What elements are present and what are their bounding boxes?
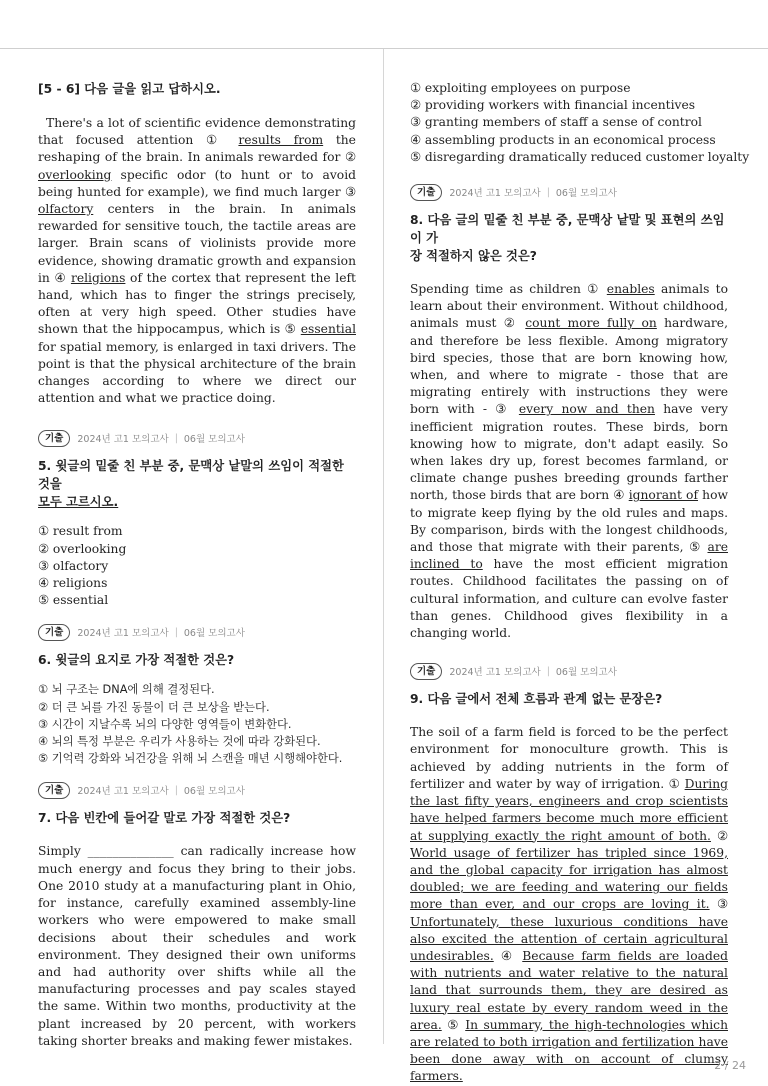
underline-3: olfactory <box>38 202 94 217</box>
q6-option[interactable]: ③ 시간이 지날수록 뇌의 다양한 영역들이 변화한다. <box>38 717 292 731</box>
underline-5: essential <box>300 322 356 337</box>
q9-title: 9. 다음 글에서 전체 흐름과 관계 없는 문장은? <box>410 692 663 707</box>
q5-option[interactable]: ② overlooking <box>38 541 127 556</box>
q6-title: 6. 윗글의 요지로 가장 적절한 것은? <box>38 653 235 668</box>
q7-option[interactable]: ② providing workers with financial incentives <box>410 98 696 113</box>
q8-title: 8. 다음 글의 밑줄 친 부분 중, 문맥상 낱말 및 표현의 쓰임이 가 장 적절하지 않은 것은? <box>410 213 725 264</box>
underline-4: religions <box>70 270 126 285</box>
sentence-3: Unfortunately, these luxurious conditions have also excited the attention of certain agricultural undesirables. <box>410 914 728 963</box>
exam-tag: 기출 2024년 고1 모의고사 | 06월 모의고사 <box>38 623 356 641</box>
underline-2: overlooking <box>38 167 112 182</box>
exam-tag: 기출 2024년 고1 모의고사 | 06월 모의고사 <box>410 183 728 201</box>
page-number: 2 / 24 <box>714 1059 746 1072</box>
q6-options <box>38 681 356 767</box>
q6-option[interactable]: ⑤ 기억력 강화와 뇌건강을 위해 뇌 스캔을 매년 시행해야한다. <box>38 752 343 766</box>
q9-passage: The soil of a farm field is forced to be the perfect environment for monoculture growth. This is achieved by adding nutrients in the form of fertilizer and water by way of irrigation. ① During the last fifty years, engineers and crop scientists have helped farmers become much more efficient at supplying exactly the right amount of both. ② World usage of fertilizer has tripled since 1969, and the global capacity for irrigation has almost doubled; we are feeding and watering our fields more than ever, and our crops are loving it. ③ Unfortunately, these luxurious conditions have also excited the attention of certain agricultural undesirables. ④ Because farm fields are loaded with nutrients and water relative to the natural land that surrounds them, they are desired as luxury real estate by every random weed in the area. ⑤ In summary, the high-technologies which are related to both irrigation and fertilization have been done away with on account of clumsy farmers. <box>410 725 729 1084</box>
q6-option[interactable]: ① 뇌 구조는 DNA에 의해 결정된다. <box>38 683 215 697</box>
underline-2: count more fully on <box>525 316 657 331</box>
q7-title: 7. 다음 빈칸에 들어갈 말로 가장 적절한 것은? <box>38 811 291 826</box>
q7-option[interactable]: ⑤ disregarding dramatically reduced customer loyalty <box>410 149 750 164</box>
passage-heading: [5 - 6] 다음 글을 읽고 답하시오. <box>38 82 221 96</box>
underline-1: results from <box>238 133 324 148</box>
exam-tag: 기출 2024년 고1 모의고사 | 06월 모의고사 <box>410 662 728 680</box>
passage-5-6: There's a lot of scientific evidence demonstrating that focused attention ① results from the reshaping of the brain. In animals rewarded for ② overlooking specific odor (to hunt or to avoid being hunted for example), we find much larger ③ olfactory centers in the brain. In animals rewarded for sensitive touch, the tactile areas are larger. Brain scans of violinists provide more evidence, showing dramatic growth and expansion in ④ religions of the cortex that represent the left hand, which has to finger the strings precisely, often at very high speed. Other studies have shown that the hippocampus, which is ⑤ essential for spatial memory, is enlarged in taxi drivers. The point is that the physical architecture of the brain changes according to where we direct our attention and what we practice doing. <box>38 116 356 406</box>
exam-tag: 기출 2024년 고1 모의고사 | 06월 모의고사 <box>38 781 356 799</box>
exam-tag: 기출 2024년 고1 모의고사 | 06월 모의고사 <box>38 429 356 447</box>
q5-option[interactable]: ④ religions <box>38 576 108 591</box>
underline-4: ignorant of <box>628 488 699 503</box>
sentence-4: Because farm fields are loaded with nutrients and water relative to the natural land that surrounds them, they are desired as luxury real estate by every random weed in the area. <box>410 948 728 1032</box>
q5-option[interactable]: ③ olfactory <box>38 558 109 573</box>
q7-passage: Simply ______________ can radically increase how much energy and focus they bring to their jobs. One 2010 study at a manufacturing plant in Ohio, for instance, carefully examined assembly-line workers who were empowered to make small decisions about their schedules and work environment. They designed their own uniforms and had authority over shifts while all the manufacturing processes and pay scales stayed the same. Within two months, productivity at the plant increased by 20 percent, with workers taking shorter breaks and making fewer mistakes. <box>38 844 356 1048</box>
exam-chip: 기출 <box>38 430 70 447</box>
underline-5: are inclined to <box>410 540 728 572</box>
column-divider <box>383 49 384 1044</box>
underline-1: enables <box>606 282 655 297</box>
q7-option[interactable]: ④ assembling products in an economical process <box>410 132 716 147</box>
q7-options <box>410 80 750 166</box>
left-column <box>38 80 356 1050</box>
sentence-1: During the last fifty years, engineers and crop scientists have helped farmers become much more efficient at supplying exactly the right amount of both. <box>410 776 728 843</box>
q7-option[interactable]: ③ granting members of staff a sense of control <box>410 115 702 130</box>
q5-title: 5. 윗글의 밑줄 친 부분 중, 문맥상 낱말의 쓰임이 적절한 것을 모두 고르시오. <box>38 459 344 510</box>
q6-option[interactable]: ② 더 큰 뇌를 가진 동물이 더 큰 보상을 받는다. <box>38 700 270 714</box>
q8-passage: Spending time as children ① enables animals to learn about their environment. Without childhood, animals must ② count more fully on hardware, and therefore be less flexible. Among migratory bird species, those that are born knowing how, when, and where to migrate - those that are migrating entirely with instructions they were born with - ③ every now and then have very inefficient migration routes. These birds, born knowing how to migrate, don't adapt easily. So when lakes dry up, forest becomes farmland, or climate change pushes breeding grounds farther north, those birds that are born ④ ignorant of how to migrate keep flying by the old rules and maps. By comparison, birds with the longest childhoods, and those that migrate with their parents, ⑤ are inclined to have the most efficient migration routes. Childhood facilitates the passing on of cultural information, and culture can evolve faster than genes. Childhood gives flexibility in a changing world. <box>410 282 729 641</box>
q5-option[interactable]: ① result from <box>38 524 123 539</box>
q6-option[interactable]: ④ 뇌의 특정 부분은 우리가 사용하는 것에 따라 강화된다. <box>38 735 321 749</box>
q5-options <box>38 523 356 609</box>
header-rule <box>0 48 768 49</box>
underline-3: every now and then <box>518 402 655 417</box>
q5-option[interactable]: ⑤ essential <box>38 593 109 608</box>
sentence-2: World usage of fertilizer has tripled since 1969, and the global capacity for irrigation has almost doubled; we are feeding and watering our fields more than ever, and our crops are loving it. <box>410 845 728 912</box>
sentence-5: In summary, the high-technologies which are related to both irrigation and fertilization have been done away with on account of clumsy farmers. <box>410 1017 728 1084</box>
q7-option[interactable]: ① exploiting employees on purpose <box>410 81 631 95</box>
